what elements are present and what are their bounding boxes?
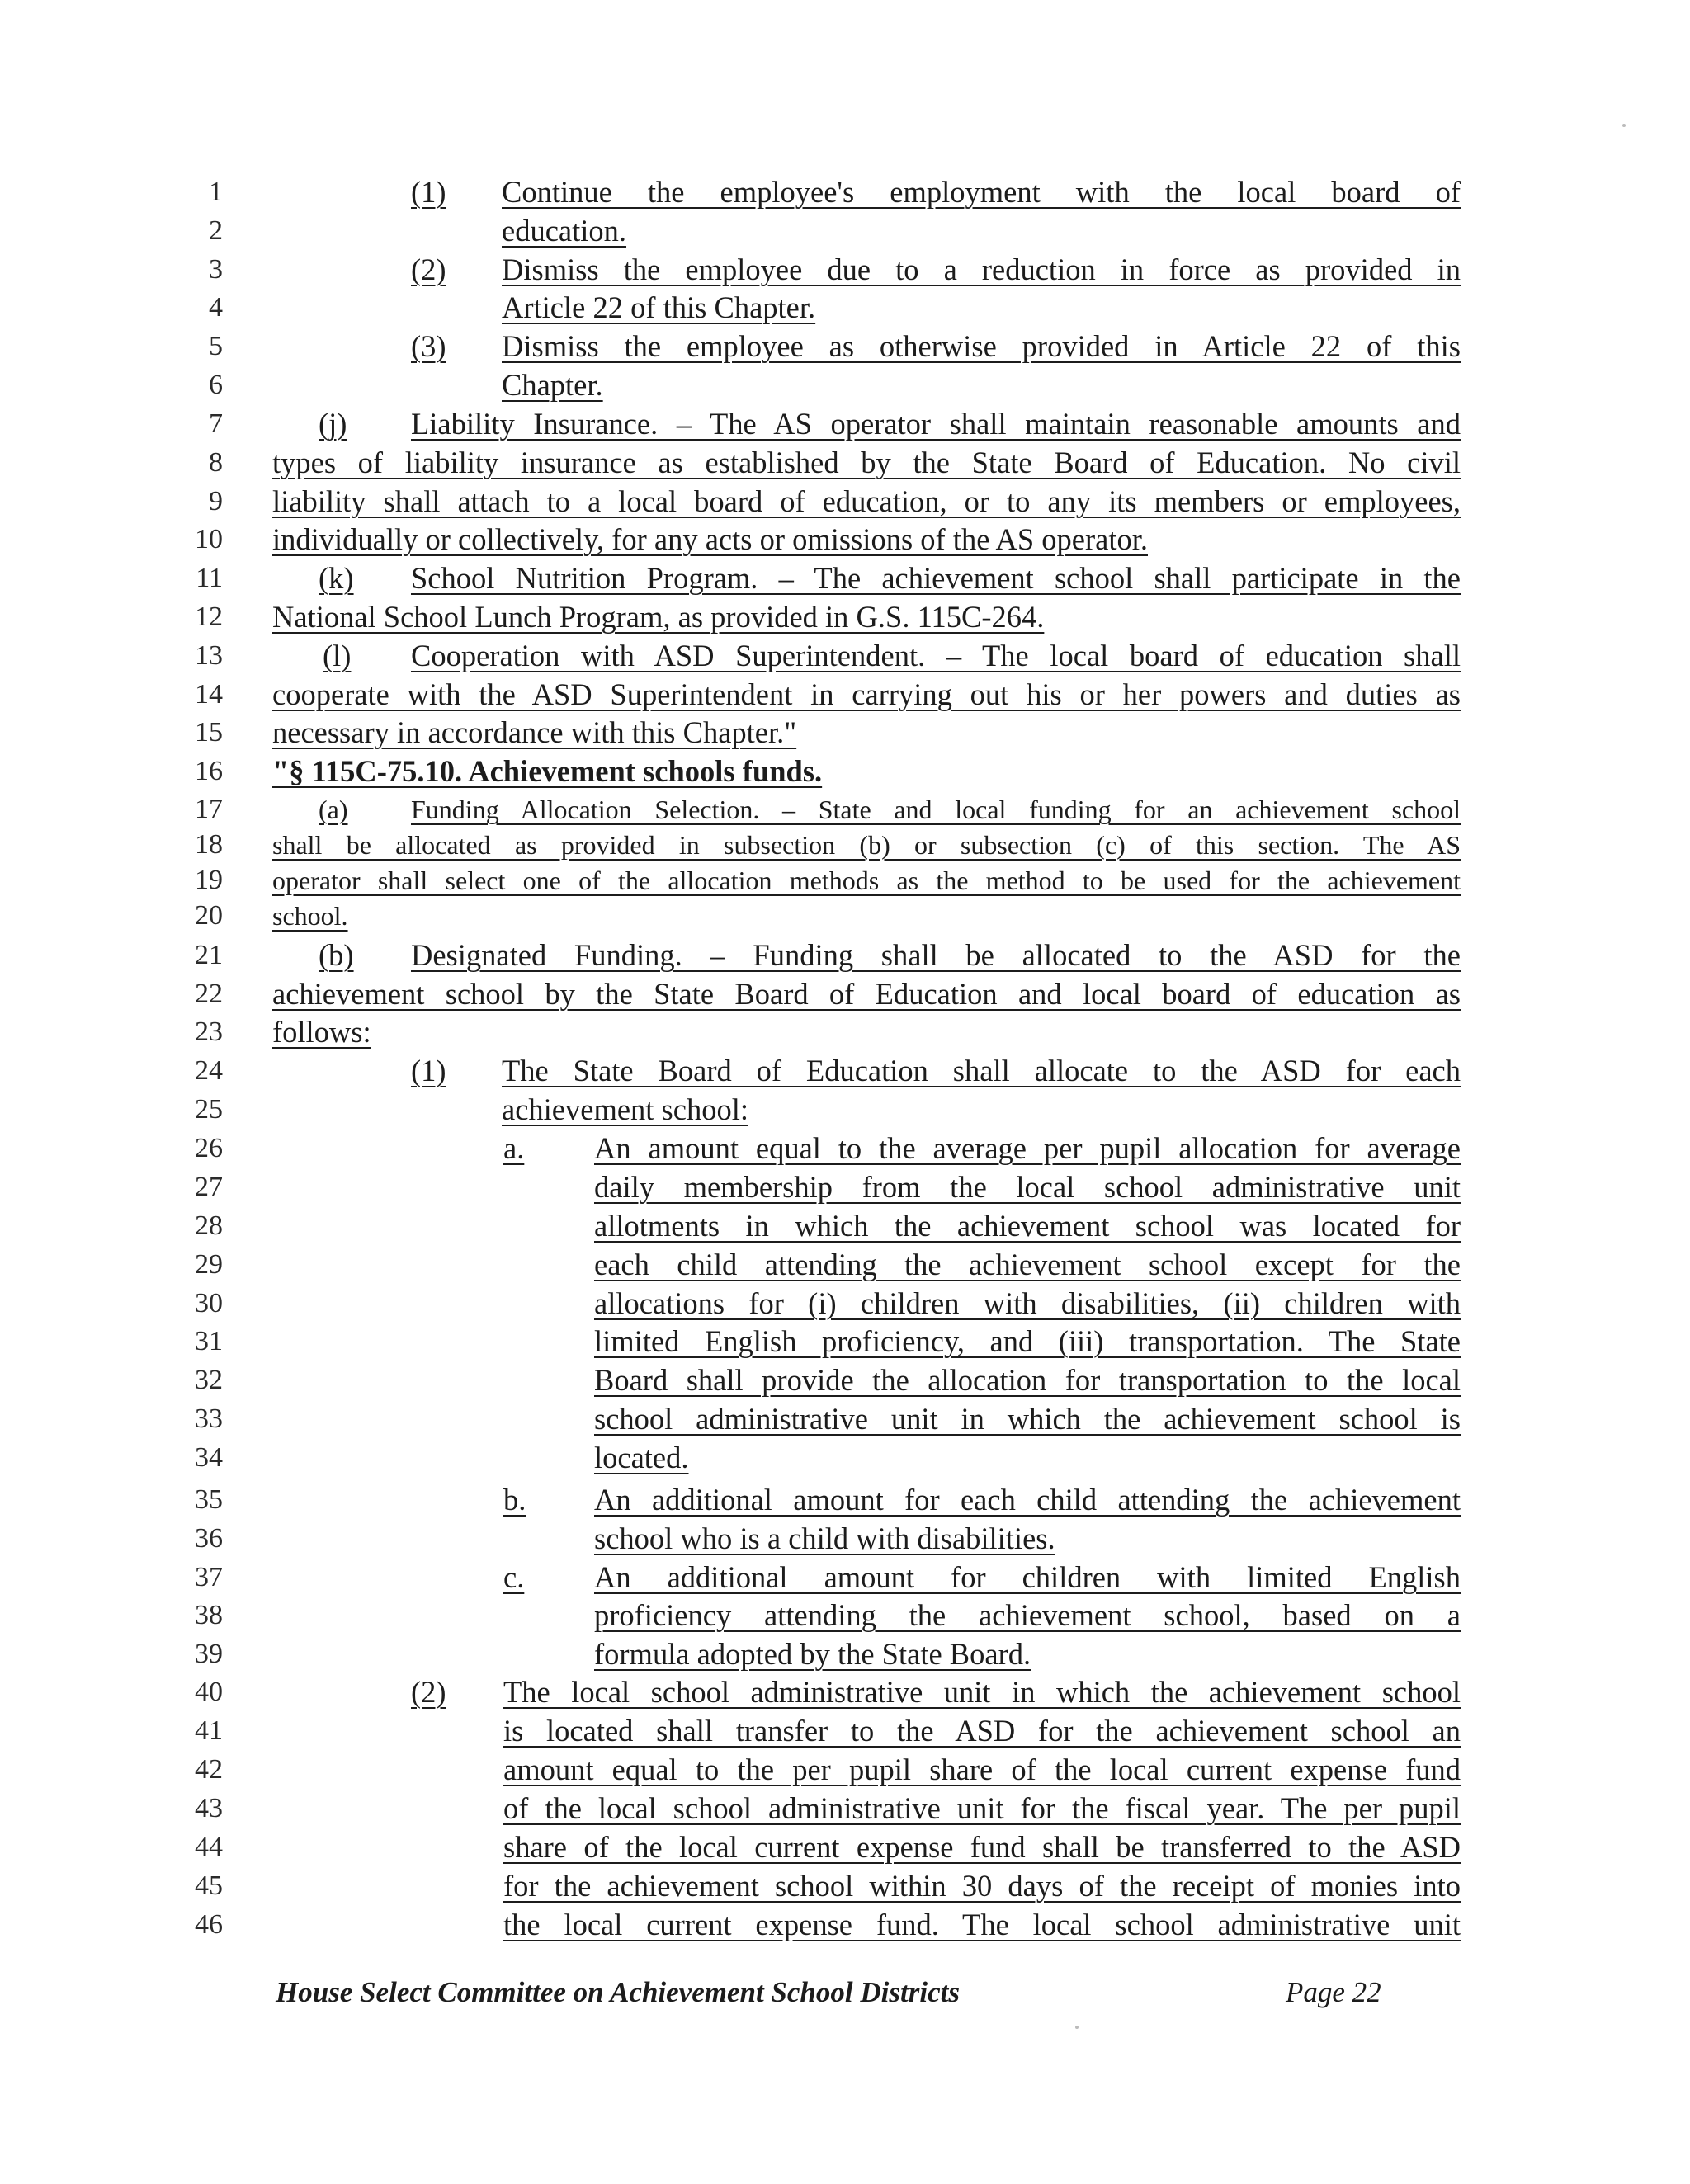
item-marker: (1) <box>411 175 446 209</box>
line-number: 27 <box>195 1172 223 1202</box>
line-number: 32 <box>195 1365 223 1395</box>
line-number: 16 <box>195 756 223 786</box>
text-line: The local school administrative unit in which the achievement school <box>503 1675 1461 1709</box>
text-line: daily membership from the local school administrative unit <box>594 1170 1461 1204</box>
line-number: 5 <box>209 331 223 361</box>
text-line: school administrative unit in which the achievement school is <box>594 1402 1461 1436</box>
item-marker: (2) <box>411 1675 446 1709</box>
text-line: Continue the employee's employment with the local board of <box>502 175 1461 209</box>
line-number: 25 <box>195 1094 223 1125</box>
line-number: 45 <box>195 1870 223 1901</box>
line-number: 18 <box>195 829 223 860</box>
text-line: School Nutrition Program. – The achievement school shall participate in the <box>411 561 1461 595</box>
subsection-marker: (a) <box>319 795 348 824</box>
text-line: Liability Insurance. – The AS operator shall maintain reasonable amounts and <box>411 407 1461 441</box>
text-line: Board shall provide the allocation for transportation to the local <box>594 1363 1461 1397</box>
subsection-marker: (j) <box>319 407 347 441</box>
subsection-marker: (l) <box>323 639 352 672</box>
line-number: 14 <box>195 679 223 710</box>
text-line: An amount equal to the average per pupil allocation for average <box>594 1131 1461 1165</box>
text-line: An additional amount for each child attending the achievement <box>594 1483 1461 1517</box>
text-line: Funding Allocation Selection. – State and local funding for an achievement school <box>411 795 1461 824</box>
line-number: 46 <box>195 1909 223 1940</box>
text-line: of the local school administrative unit for the fiscal year. The per pupil <box>503 1791 1461 1825</box>
line-number: 30 <box>195 1288 223 1318</box>
text-line: follows: <box>272 1015 371 1049</box>
text-line: The State Board of Education shall allocate to the ASD for each <box>502 1054 1461 1087</box>
text-line: Article 22 of this Chapter. <box>502 290 816 324</box>
text-line: school who is a child with disabilities. <box>594 1521 1055 1555</box>
line-number: 7 <box>209 408 223 439</box>
line-number: 8 <box>209 447 223 478</box>
text-line: formula adopted by the State Board. <box>594 1637 1031 1671</box>
line-number: 44 <box>195 1832 223 1862</box>
text-line: Cooperation with ASD Superintendent. – The local board of education shall <box>411 639 1461 672</box>
text-line: liability shall attach to a local board of education, or to any its members or employees, <box>272 484 1461 518</box>
line-number: 19 <box>195 865 223 895</box>
item-marker: (3) <box>411 329 446 363</box>
line-number: 9 <box>209 486 223 517</box>
text-line: necessary in accordance with this Chapter." <box>272 715 797 749</box>
line-number: 40 <box>195 1677 223 1707</box>
line-number: 34 <box>195 1442 223 1473</box>
line-number: 41 <box>195 1715 223 1746</box>
text-line: school. <box>272 901 348 931</box>
line-number: 23 <box>195 1017 223 1047</box>
scan-speck <box>1622 124 1626 127</box>
line-number: 35 <box>195 1484 223 1515</box>
page-number: Page 22 <box>1286 1976 1381 2008</box>
text-line: proficiency attending the achievement school, based on a <box>594 1598 1461 1632</box>
text-line: National School Lunch Program, as provided in G.S. 115C-264. <box>272 600 1045 634</box>
text-line: allotments in which the achievement school was located for <box>594 1209 1461 1243</box>
line-number: 11 <box>196 563 223 593</box>
line-number: 12 <box>195 601 223 632</box>
text-line: education. <box>502 214 627 248</box>
text-line: Designated Funding. – Funding shall be allocated to the ASD for the <box>411 938 1461 972</box>
text-line: the local current expense fund. The local school administrative unit <box>503 1908 1461 1941</box>
line-number: 3 <box>209 254 223 285</box>
line-number: 13 <box>195 640 223 671</box>
subitem-marker: b. <box>503 1483 526 1517</box>
line-number: 1 <box>209 177 223 207</box>
text-line: allocations for (i) children with disabilities, (ii) children with <box>594 1286 1461 1320</box>
text-line: operator shall select one of the allocation methods as the method to be used for the achievement <box>272 866 1461 895</box>
line-number: 22 <box>195 979 223 1009</box>
line-number: 29 <box>195 1249 223 1280</box>
subitem-marker: a. <box>503 1131 525 1165</box>
text-line: Dismiss the employee as otherwise provided in Article 22 of this <box>502 329 1461 363</box>
scan-speck <box>1075 2026 1079 2029</box>
text-line: limited English proficiency, and (iii) transportation. The State <box>594 1324 1461 1358</box>
text-line: types of liability insurance as established by the State Board of Education. No civil <box>272 446 1461 479</box>
line-number: 31 <box>195 1326 223 1356</box>
text-line: is located shall transfer to the ASD for the achievement school an <box>503 1714 1461 1748</box>
subsection-marker: (k) <box>319 561 354 595</box>
text-line: for the achievement school within 30 days of the receipt of monies into <box>503 1869 1461 1903</box>
text-line: Dismiss the employee due to a reduction in force as provided in <box>502 252 1461 286</box>
text-line: individually or collectively, for any acts or omissions of the AS operator. <box>272 522 1148 556</box>
line-number: 10 <box>195 524 223 554</box>
text-line: each child attending the achievement school except for the <box>594 1248 1461 1281</box>
line-number: 17 <box>195 794 223 824</box>
line-number: 37 <box>195 1562 223 1592</box>
line-number: 33 <box>195 1403 223 1434</box>
text-line: An additional amount for children with limited English <box>594 1560 1461 1594</box>
item-marker: (1) <box>411 1054 446 1087</box>
item-marker: (2) <box>411 252 446 286</box>
line-number: 20 <box>195 900 223 931</box>
text-line: shall be allocated as provided in subsection (b) or subsection (c) of this section. The AS <box>272 830 1461 860</box>
text-line: located. <box>594 1441 689 1474</box>
line-number: 2 <box>209 215 223 246</box>
subsection-marker: (b) <box>319 938 354 972</box>
line-number: 6 <box>209 370 223 400</box>
subitem-marker: c. <box>503 1560 525 1594</box>
line-number: 39 <box>195 1639 223 1669</box>
line-number: 15 <box>195 717 223 748</box>
line-number: 42 <box>195 1754 223 1785</box>
line-number: 21 <box>195 940 223 970</box>
line-number: 26 <box>195 1133 223 1163</box>
line-number: 38 <box>195 1600 223 1630</box>
line-number: 36 <box>195 1523 223 1554</box>
text-line: share of the local current expense fund shall be transferred to the ASD <box>503 1830 1461 1864</box>
text-line: cooperate with the ASD Superintendent in carrying out his or her powers and duties as <box>272 677 1461 711</box>
footer-title: House Select Committee on Achievement School Districts <box>276 1976 960 2008</box>
line-number: 28 <box>195 1210 223 1241</box>
text-line: achievement school: <box>502 1092 748 1126</box>
line-number: 24 <box>195 1055 223 1086</box>
text-line: achievement school by the State Board of Education and local board of education as <box>272 977 1461 1011</box>
text-line: Chapter. <box>502 368 603 402</box>
line-number: 43 <box>195 1793 223 1823</box>
text-line: amount equal to the per pupil share of the local current expense fund <box>503 1752 1461 1786</box>
section-heading: "§ 115C-75.10. Achievement schools funds. <box>272 754 823 788</box>
line-number: 4 <box>209 292 223 323</box>
